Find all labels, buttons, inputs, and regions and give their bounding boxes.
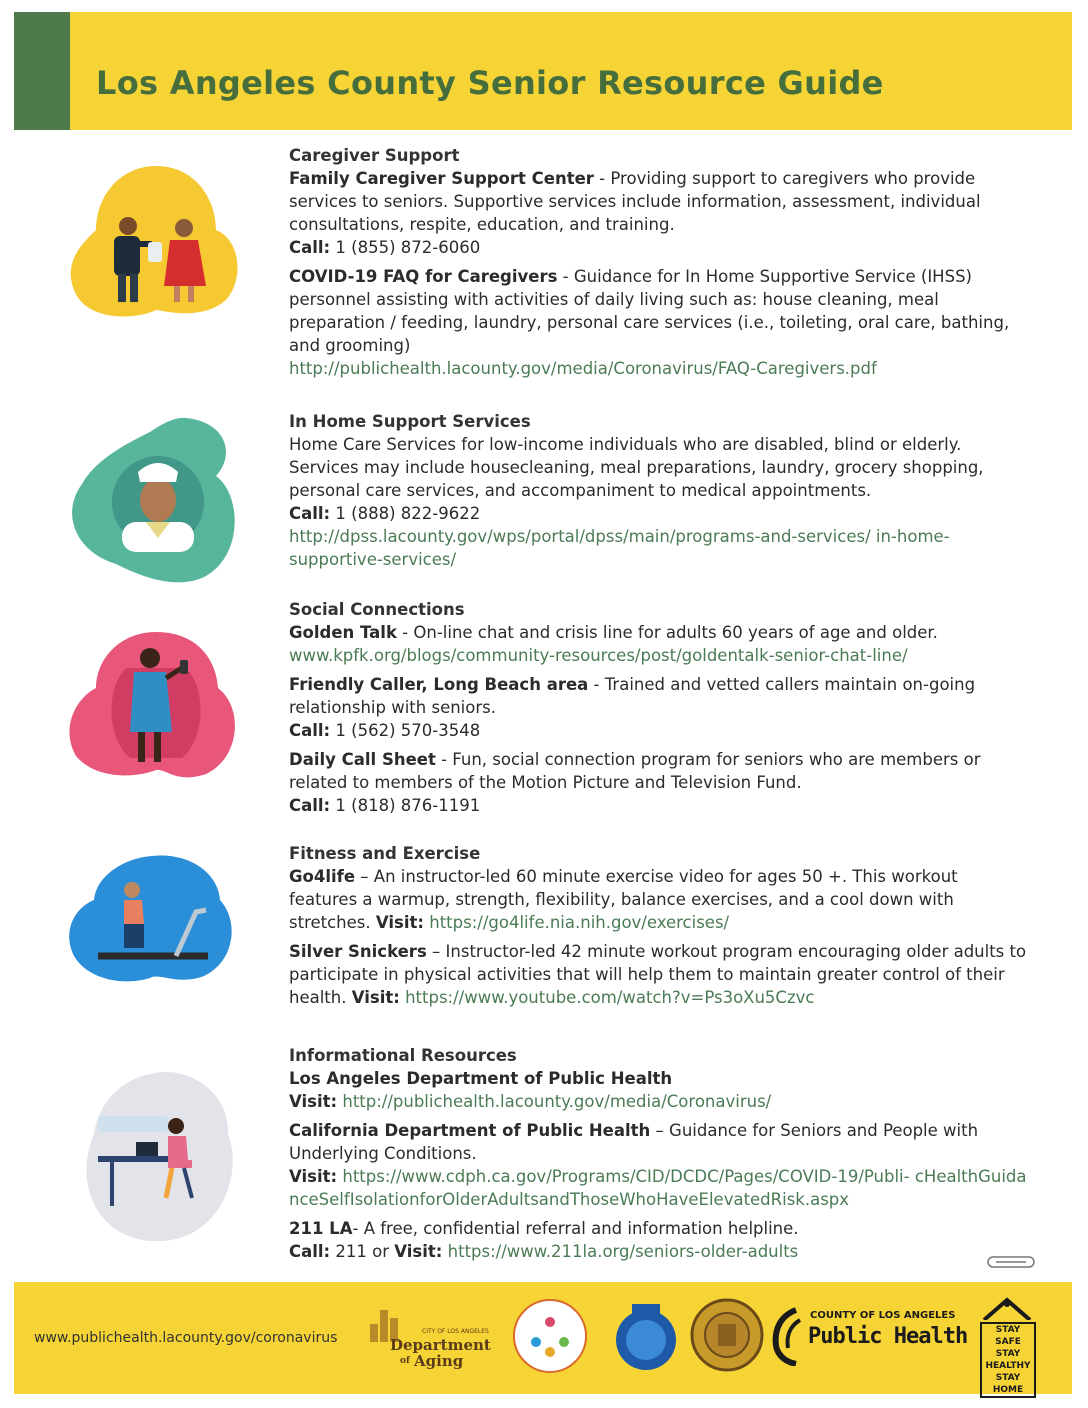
stay-line-2: STAY HEALTHY [985, 1349, 1031, 1371]
department-of-aging-logo [366, 1302, 496, 1374]
print-mark-icon [986, 1254, 1036, 1270]
county-public-health-logo [770, 1306, 970, 1370]
public-health-emblem-icon [770, 1306, 804, 1366]
resource-description: An instructor-led 60 minute exercise video for ages 50 +. This workout features a warmup, strength, flexibility, balance exercises, and a cool down with stretches. [289, 867, 958, 932]
call-label: Call: [289, 796, 331, 815]
resource-link[interactable]: https://www.211la.org/seniors-older-adults [447, 1242, 799, 1261]
resource-item [289, 265, 1029, 380]
resource-item [289, 940, 1029, 1009]
visit-label: Visit: [394, 1242, 443, 1261]
resource-description: A free, confidential referral and information helpline. [363, 1219, 799, 1238]
phone-number[interactable]: 211 [335, 1242, 367, 1261]
aging-agency-badge-logo [612, 1298, 680, 1374]
resource-link[interactable]: http://publichealth.lacounty.gov/media/Coronavirus/ [342, 1092, 772, 1111]
resource-name: Friendly Caller, Long Beach area [289, 675, 589, 694]
aging-logo-line-2: Aging [414, 1352, 464, 1370]
resource-name: Silver Snickers [289, 942, 427, 961]
resource-name: COVID-19 FAQ for Caregivers [289, 267, 558, 286]
resource-item [289, 1217, 1029, 1263]
aging-logo-line-1: Department [390, 1336, 491, 1354]
resource-name: Los Angeles Department of Public Health [289, 1069, 673, 1088]
resource-name: Golden Talk [289, 623, 397, 642]
city-seal-logo [690, 1298, 764, 1372]
stay-line-1: STAY SAFE [995, 1325, 1021, 1347]
workforce-development-logo [512, 1298, 588, 1374]
visit-label: Visit: [351, 988, 400, 1007]
or-text: or [372, 1242, 390, 1261]
caregiver-illustration [66, 160, 246, 322]
call-label: Call: [289, 504, 331, 523]
resource-link[interactable]: https://www.cdph.ca.gov/Programs/CID/DCDC/Pages/COVID-19/Publi- cHealthGuidanceSelfIsolationforOlderAdultsandThoseWhoHaveElevatedRisk.aspx [289, 1167, 1027, 1209]
aging-logo-small-text: CITY OF LOS ANGELES [422, 1328, 489, 1335]
visit-label: Visit: [375, 913, 424, 932]
section-heading: Fitness and Exercise [289, 844, 481, 863]
stay-safe-logo [976, 1296, 1038, 1395]
resource-name: Go4life [289, 867, 356, 886]
resource-description: On-line chat and crisis line for adults 60 years of age and older. [413, 623, 938, 642]
section-in-home-support [289, 410, 1029, 577]
computer-user-illustration [80, 1064, 244, 1248]
section-fitness-exercise [289, 842, 1029, 1015]
house-sun-icon [976, 1296, 1038, 1320]
section-heading: In Home Support Services [289, 412, 531, 431]
page-title: Los Angeles County Senior Resource Guide [96, 64, 884, 102]
header-banner [14, 12, 1072, 130]
resource-description: Providing support to caregivers who provide services to seniors. Supportive services include information, assessment, individual consultations, respite, education, and training. [289, 169, 981, 234]
footer-banner [14, 1282, 1072, 1394]
county-logo-line-2: Public Health [808, 1324, 968, 1349]
resource-description: Home Care Services for low-income individuals who are disabled, blind or elderly. Services may include housecleaning, meal preparations, laundry, grocery shopping, personal care services, and accompaniment to medical appointments. [289, 435, 984, 500]
section-social-connections [289, 598, 1029, 823]
header-stripe [14, 12, 70, 130]
resource-description: Instructor-led 42 minute workout program encouraging older adults to participate in physical activities that will help them to maintain greater control of their health. [289, 942, 1027, 1007]
separator: - [588, 675, 605, 694]
footer-url[interactable]: www.publichealth.lacounty.gov/coronavirus [34, 1330, 338, 1346]
separator: - [352, 1219, 364, 1238]
treadmill-illustration [68, 852, 240, 982]
section-heading: Caregiver Support [289, 146, 460, 165]
visit-label: Visit: [289, 1167, 338, 1186]
separator: - [396, 623, 414, 642]
call-label: Call: [289, 238, 331, 257]
phone-call-illustration [66, 628, 244, 778]
section-heading: Informational Resources [289, 1046, 517, 1065]
resource-name: Family Caregiver Support Center [289, 169, 594, 188]
resource-description: Guidance for Seniors and People with Underlying Conditions. [289, 1121, 979, 1163]
resource-item [289, 865, 1029, 934]
resource-item [289, 621, 1029, 667]
resource-name: Daily Call Sheet [289, 750, 436, 769]
separator: – [355, 867, 374, 886]
phone-number[interactable]: 1 (888) 822-9622 [335, 504, 481, 523]
separator: - [435, 750, 453, 769]
section-heading: Social Connections [289, 600, 465, 619]
resource-link[interactable]: https://www.youtube.com/watch?v=Ps3oXu5Czvc [405, 988, 815, 1007]
resource-item [289, 1119, 1029, 1211]
resource-link[interactable]: https://go4life.nia.nih.gov/exercises/ [429, 913, 730, 932]
separator: – [426, 942, 446, 961]
resource-item [289, 673, 1029, 742]
phone-number[interactable]: 1 (818) 876-1191 [335, 796, 481, 815]
section-caregiver-support [289, 144, 1029, 386]
phone-number[interactable]: 1 (855) 872-6060 [335, 238, 481, 257]
resource-name: California Department of Public Health [289, 1121, 651, 1140]
nurse-illustration [66, 414, 242, 584]
resource-name: 211 LA [289, 1219, 353, 1238]
resource-item [289, 167, 1029, 259]
resource-item [289, 1067, 1029, 1113]
resource-description: Fun, social connection program for seniors who are members or related to members of the Motion Picture and Television Fund. [289, 750, 981, 792]
county-logo-line-1: COUNTY OF LOS ANGELES [810, 1310, 956, 1321]
resource-item [289, 748, 1029, 817]
resource-link[interactable]: http://dpss.lacounty.gov/wps/portal/dpss/main/programs-and-services/ in-home-supportive-services/ [289, 527, 950, 569]
stay-line-3: STAY HOME [992, 1373, 1024, 1395]
visit-label: Visit: [289, 1092, 338, 1111]
separator: – [650, 1121, 670, 1140]
call-label: Call: [289, 1242, 331, 1261]
separator: - [593, 169, 611, 188]
resource-link[interactable]: http://publichealth.lacounty.gov/media/Coronavirus/FAQ-Caregivers.pdf [289, 359, 877, 378]
section-informational-resources [289, 1044, 1029, 1269]
stay-safe-text [980, 1322, 1036, 1398]
call-label: Call: [289, 721, 331, 740]
resource-item [289, 433, 1029, 571]
resource-link[interactable]: www.kpfk.org/blogs/community-resources/post/goldentalk-senior-chat-line/ [289, 646, 908, 665]
resource-description: Trained and vetted callers maintain on-going relationship with seniors. [289, 675, 976, 717]
separator: - [557, 267, 574, 286]
aging-logo-of: of [400, 1356, 410, 1366]
resource-description: Guidance for In Home Supportive Service (IHSS) personnel assisting with activities of daily living such as: house cleaning, meal preparation / feeding, laundry, personal care services (i.e., toileting, oral care, bathing, and grooming) [289, 267, 1010, 355]
phone-number[interactable]: 1 (562) 570-3548 [335, 721, 481, 740]
